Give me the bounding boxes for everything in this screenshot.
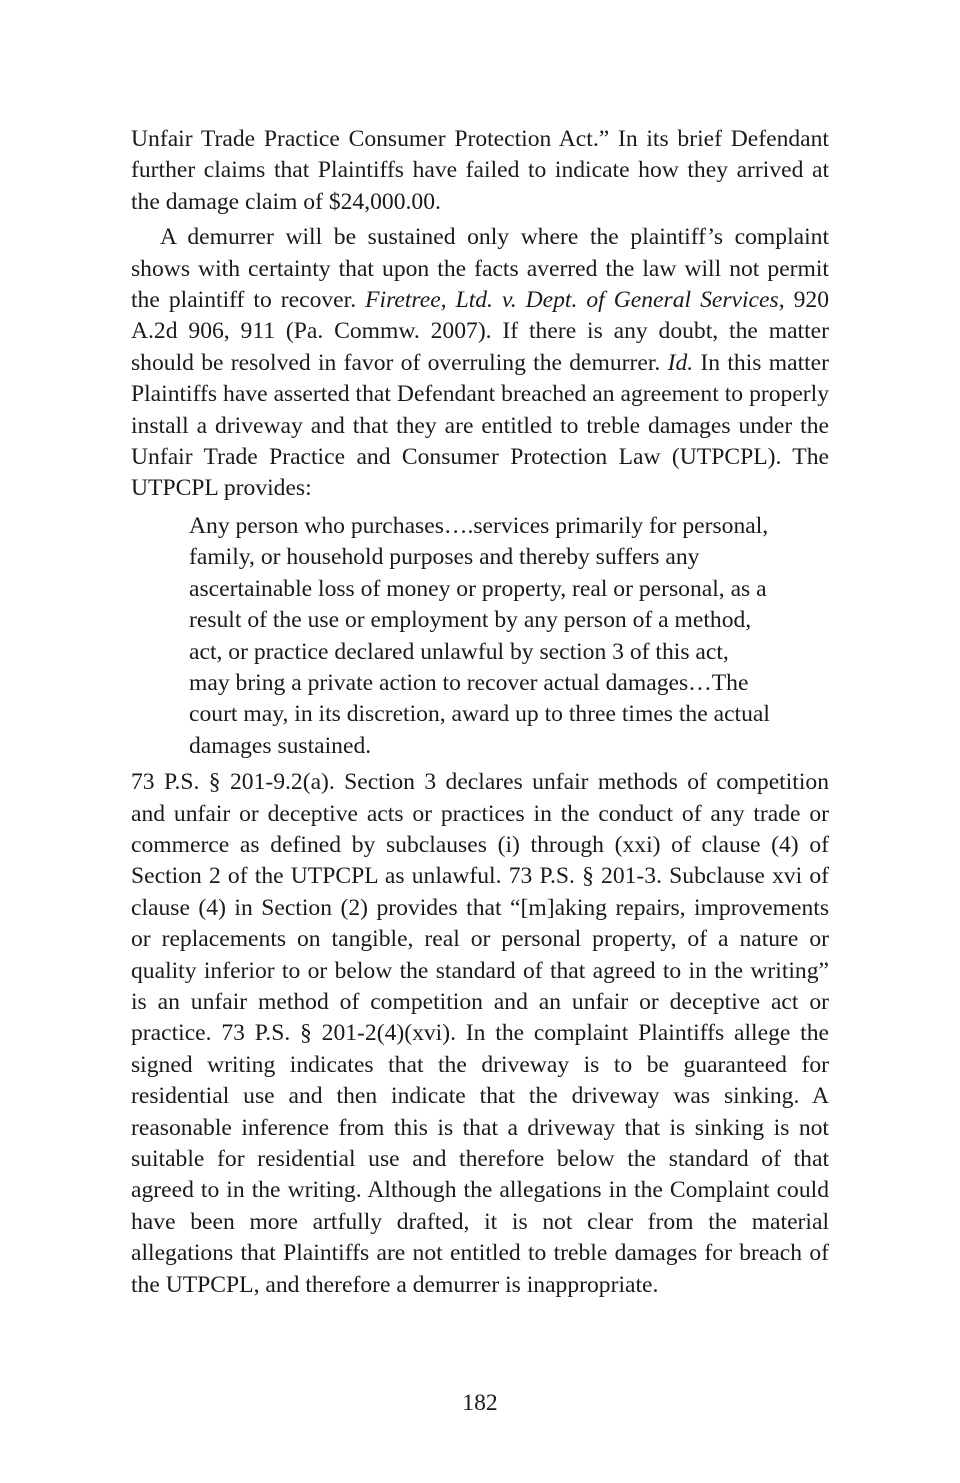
statute-blockquote: Any person who purchases….services primarily for personal, family, or household purposes and thereby suffers any ascertainable loss of money or property, real or personal, as a result of the use or employment by any person of a method, act, or practice declared unlawful by section 3 of this act, may bring a private action to recover actual damages…The court may, in its discretion, award up to three times the actual damages sustained. [189,512,770,759]
paragraph-text: A demurrer will be sustained only where the plaintiff’s complaint shows with certainty that upon the facts averred the law will not permit the plaintiff to recover. [131,224,829,314]
id-citation: Id. [667,349,694,376]
case-citation: Firetree, Ltd. v. Dept. of General Services [365,287,779,314]
paragraph-text: In this matter Plaintiffs have asserted that Defendant breached an agreement to properly install a driveway and that they are entitled to treble damages under the Unfair Trade Practice and Consumer Protection Law (UTPCPL). The UTPCPL provides: [131,349,830,502]
paragraph-analysis: 73 P.S. § 201-9.2(a). Section 3 declares unfair methods of competition and unfair or deceptive acts or practices in the conduct of any trade or commerce as defined by subclauses (i) through (xxi) of clause (4) of Section 2 of the UTPCPL as unlawful. 73 P.S. § 201-3. Subclause xvi of clause (4) in Section (2) provides that “[m]aking repairs, improvements or replacements on tangible, real or personal property, of a nature or quality inferior to or below the standard of that agreed to in the writing” is an unfair method of competition and an unfair or deceptive act or practice. 73 P.S. § 201-2(4)(xvi). In the complaint Plaintiffs allege the signed writing indicates that the driveway is to be guaranteed for residential use and then indicate that the driveway was sinking. A reasonable inference from this is that a driveway that is sinking is not suitable for residential use and therefore below the standard of that agreed to in the writing. Although the allegations in the Complaint could have been more artfully drafted, it is not clear from the material allegations that Plaintiffs are not entitled to treble damages for breach of the UTPCPL, and therefore a demurrer is inappropriate. [131,769,829,1298]
document-body [131,124,829,1301]
paragraph-text: , 920 A.2d 906, 911 (Pa. Commw. 2007). If there is any doubt, the matter should be resolved in favor of overruling the demurrer. [131,287,829,376]
page-number: 182 [462,1390,498,1416]
paragraph-intro: Unfair Trade Practice Consumer Protection Act.” In its brief Defendant further claims that Plaintiffs have failed to indicate how they arrived at the damage claim of $24,000.00. [131,126,829,215]
paragraph-demurrer-standard [131,222,829,505]
